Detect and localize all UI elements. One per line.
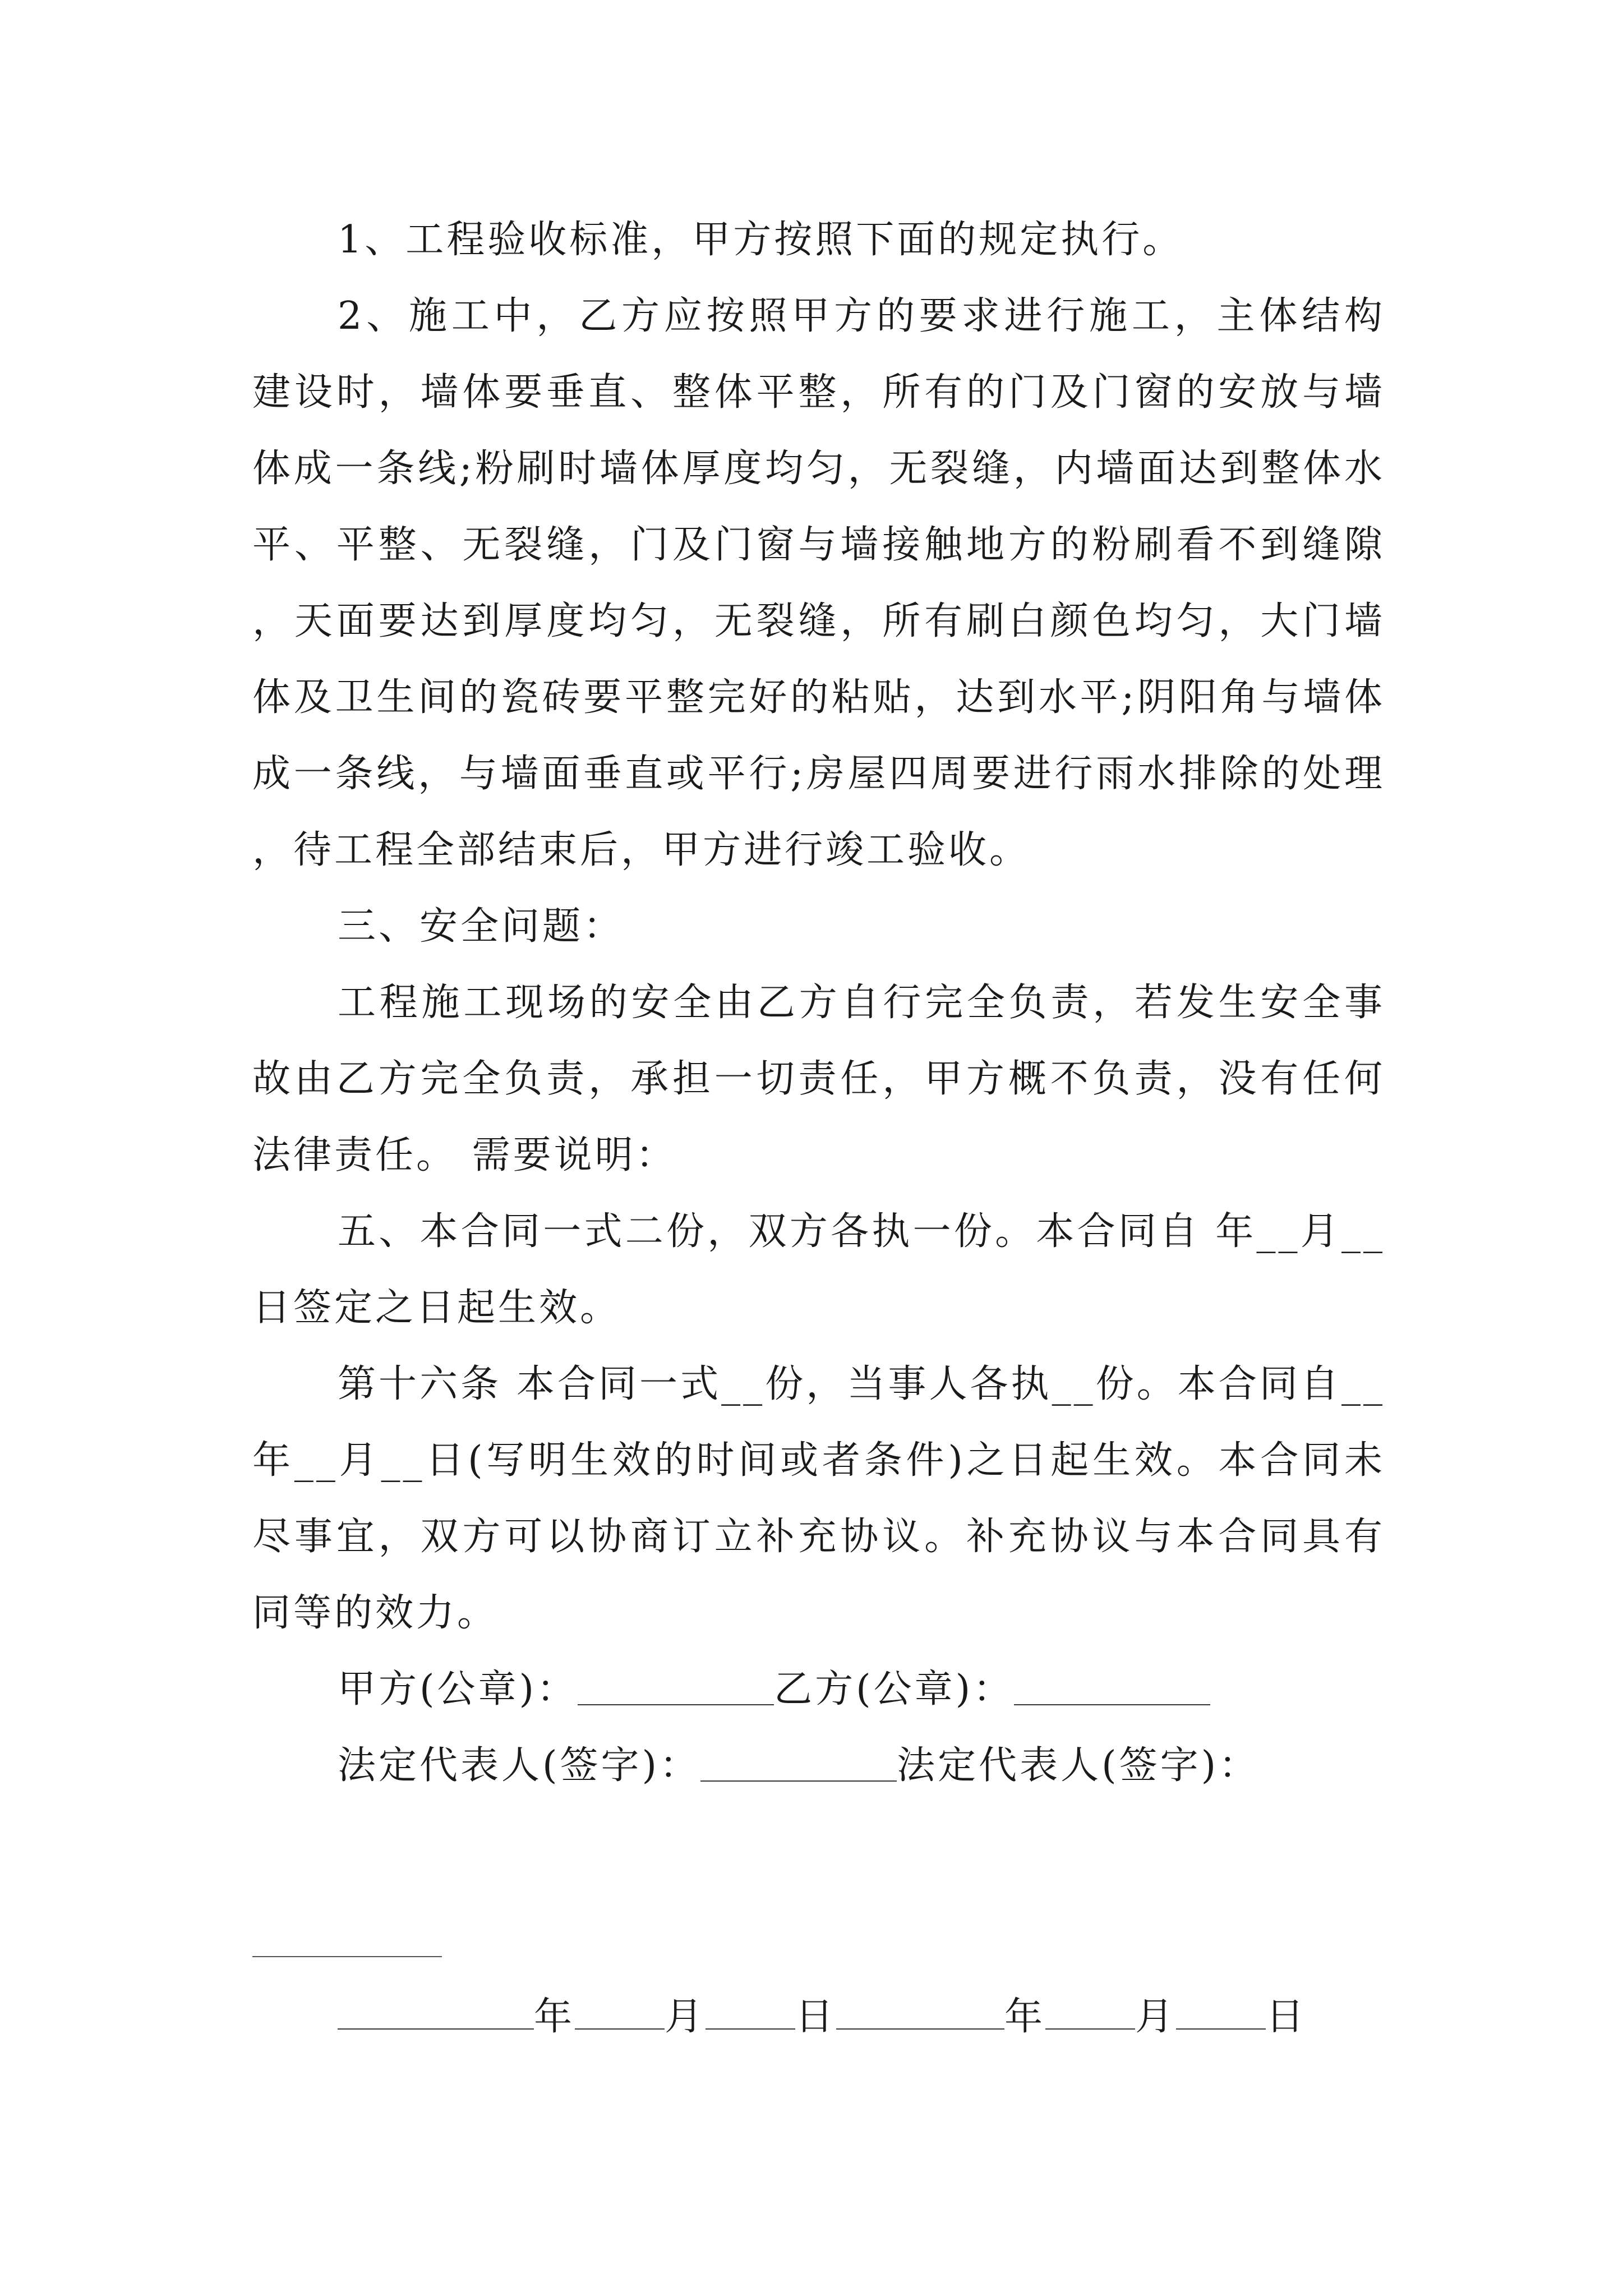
party-a-seal-blank (578, 1671, 774, 1705)
date-a-month-label: 月 (665, 1995, 706, 2039)
party-b-seal-label: 乙方(公章)： (774, 1667, 1015, 1711)
paragraph-article-sixteen: 第十六条 本合同一式__份，当事人各执__份。本合同自__年__月__日(写明生效的时间或者条件)之日起生效。本合同未尽事宜，双方可以协商订立补充协议。补充协议与本合同具有同等的效力。 (252, 1362, 1385, 1635)
paragraph-safety-responsibility: 工程施工现场的安全由乙方自行完全负责，若发生安全事故由乙方完全负责，承担一切责任，甲方概不负责，没有任何法律责任。 需要说明： (252, 981, 1385, 1177)
date-b-year-blank (836, 1995, 1004, 2030)
date-b-year-label: 年 (1004, 1995, 1046, 2039)
party-b-rep-label: 法定代表人(签字)： (897, 1743, 1260, 1788)
paragraph-contract-copies: 五、本合同一式二份，双方各执一份。本合同自 年__月__日签定之日起生效。 (252, 1209, 1385, 1330)
signature-seal-line (252, 1651, 1385, 1728)
date-b-day-blank (1176, 1995, 1266, 2030)
section-heading-safety: 三、安全问题： (338, 904, 625, 949)
date-a-year-label: 年 (534, 1995, 575, 2039)
date-a-month-blank (575, 1995, 665, 2030)
date-b-day-label: 日 (1266, 1995, 1307, 2039)
date-a-day-label: 日 (795, 1995, 837, 2039)
signing-date-line (338, 1979, 1307, 2055)
date-a-year-blank (338, 1995, 534, 2030)
party-a-seal-label: 甲方(公章)： (338, 1667, 578, 1711)
paragraph-construction-requirements: 2、施工中，乙方应按照甲方的要求进行施工，主体结构建设时，墙体要垂直、整体平整，所有的门及门窗的安放与墙体成一条线;粉刷时墙体厚度均匀，无裂缝，内墙面达到整体水平、平整、无裂缝，门及门窗与墙接触地方的粉刷看不到缝隙，天面要达到厚度均匀，无裂缝，所有刷白颜色均匀，大门墙体及卫生间的瓷砖要平整完好的粘贴，达到水平;阴阳角与墙体成一条线，与墙面垂直或平行;房屋四周要进行雨水排除的处理，待工程全部结束后，甲方进行竣工验收。 (252, 294, 1385, 872)
date-b-month-label: 月 (1135, 1995, 1177, 2039)
party-a-rep-label: 法定代表人(签字)： (338, 1743, 701, 1788)
document-body (252, 202, 1385, 1804)
date-b-month-blank (1045, 1995, 1135, 2030)
date-a-day-blank (706, 1995, 795, 2030)
paragraph-acceptance-standard: 1、工程验收标准，甲方按照下面的规定执行。 (338, 218, 1184, 262)
party-b-seal-blank (1014, 1671, 1210, 1705)
signature-representative-line (252, 1728, 1385, 1804)
party-b-rep-blank (252, 1956, 442, 1957)
party-a-rep-blank (700, 1747, 897, 1782)
